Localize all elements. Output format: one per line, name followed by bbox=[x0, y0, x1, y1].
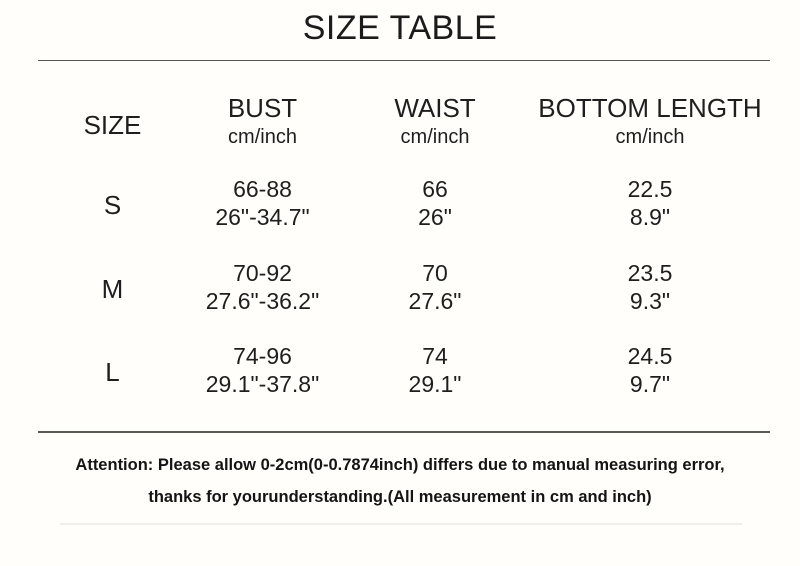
bottom-length-cell bbox=[530, 259, 770, 315]
bust-cm-value: 74-96 bbox=[233, 343, 292, 369]
waist-inch-value: 29.1" bbox=[408, 371, 462, 397]
divider-top bbox=[38, 60, 770, 61]
column-header-waist bbox=[340, 92, 530, 150]
bust-cm-value: 70-92 bbox=[233, 260, 292, 286]
attention-note-line1: Attention: Please allow 0-2cm(0-0.7874inch) differs due to manual measuring error, bbox=[75, 456, 725, 474]
table-row-size-l bbox=[40, 342, 770, 398]
bottom-cm-value: 23.5 bbox=[627, 260, 673, 286]
column-unit-label: cm/inch bbox=[400, 126, 470, 148]
column-label: BOTTOM LENGTH bbox=[538, 93, 762, 123]
waist-cell bbox=[340, 259, 530, 315]
column-label: WAIST bbox=[394, 93, 476, 123]
bottom-inch-value: 9.3" bbox=[629, 288, 671, 314]
column-header-size: SIZE bbox=[83, 109, 142, 140]
size-label: M bbox=[101, 274, 124, 304]
size-label: S bbox=[103, 190, 122, 220]
waist-inch-value: 27.6" bbox=[408, 288, 462, 314]
bust-cm-value: 66-88 bbox=[233, 176, 292, 202]
bottom-inch-value: 9.7" bbox=[629, 371, 671, 397]
bust-inch-value: 29.1"-37.8" bbox=[205, 371, 320, 397]
table-header-row bbox=[40, 92, 770, 150]
table-row-size-m bbox=[40, 259, 770, 315]
column-header-bottom-length bbox=[530, 92, 770, 150]
bottom-length-cell bbox=[530, 175, 770, 231]
bust-cell bbox=[185, 342, 340, 398]
column-unit-label: cm/inch bbox=[228, 126, 297, 148]
column-label: BUST bbox=[227, 93, 298, 123]
column-unit-label: cm/inch bbox=[615, 126, 685, 148]
bottom-length-cell bbox=[530, 342, 770, 398]
waist-cm-value: 66 bbox=[422, 176, 448, 202]
waist-cm-value: 74 bbox=[422, 343, 448, 369]
bottom-cm-value: 24.5 bbox=[627, 343, 673, 369]
waist-cm-value: 70 bbox=[422, 260, 448, 286]
bottom-cm-value: 22.5 bbox=[627, 176, 673, 202]
divider-middle bbox=[38, 431, 770, 433]
size-label: L bbox=[105, 357, 120, 387]
bust-cell bbox=[185, 175, 340, 231]
table-row-size-s bbox=[40, 175, 770, 231]
bottom-inch-value: 8.9" bbox=[629, 204, 671, 230]
attention-note-line2: thanks for yourunderstanding.(All measurement in cm and inch) bbox=[148, 488, 652, 506]
waist-inch-value: 26" bbox=[418, 204, 452, 230]
column-header-bust bbox=[185, 92, 340, 150]
bust-inch-value: 26"-34.7" bbox=[215, 204, 310, 230]
waist-cell bbox=[340, 342, 530, 398]
divider-bottom-faint bbox=[60, 523, 742, 525]
bust-cell bbox=[185, 259, 340, 315]
page-title: SIZE TABLE bbox=[302, 9, 498, 47]
bust-inch-value: 27.6"-36.2" bbox=[205, 288, 320, 314]
waist-cell bbox=[340, 175, 530, 231]
